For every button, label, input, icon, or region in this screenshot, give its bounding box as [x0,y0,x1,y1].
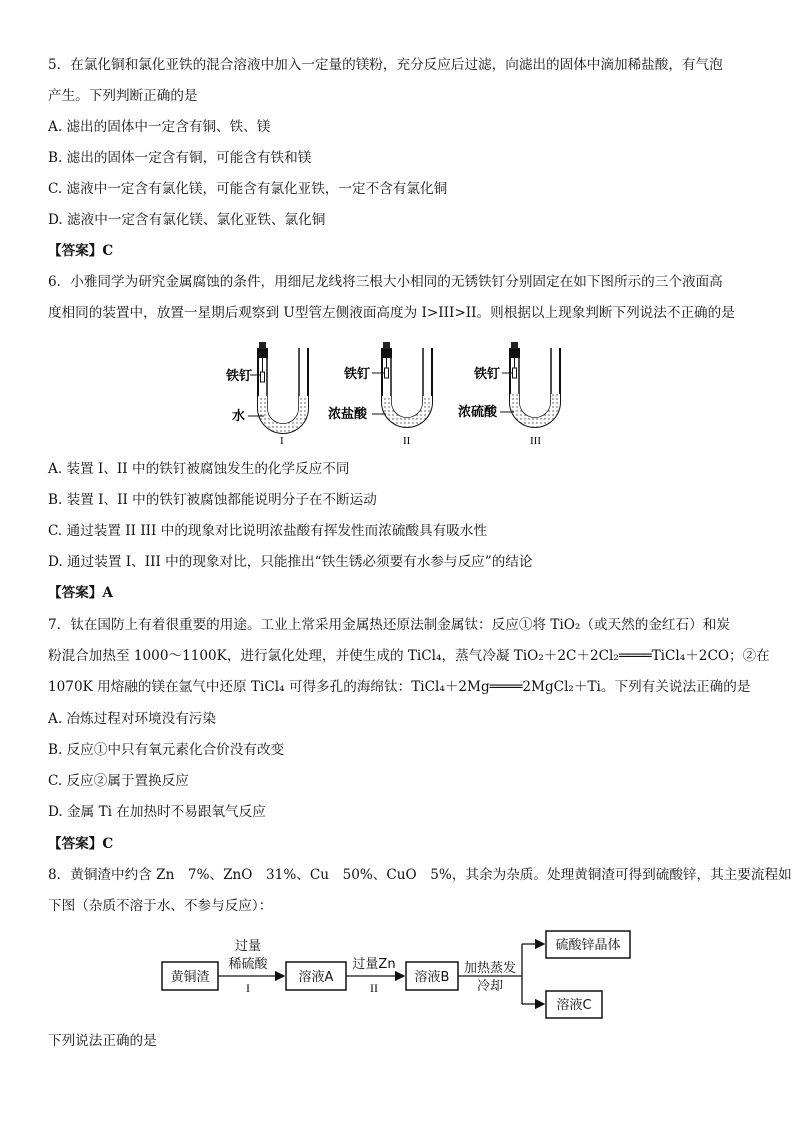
step3-condition-top: 加热蒸发 [463,961,517,976]
q6-stem-line2: 度相同的装置中，放置一星期后观察到 U型管左侧液面高度为 I>III>II。则根据以上现象判断下列说法不正确的是 [48,305,735,321]
step1-reagent-1: 过量 [234,939,262,954]
step3-condition-bottom: 冷却 [476,979,504,994]
q7-option-c: C. 反应②属于置换反应 [48,773,189,789]
q6-answer: 【答案】A [48,585,113,601]
q8-tail: 下列说法正确的是 [48,1033,157,1049]
liquid-label-h2so4: 浓硫酸 [458,405,498,420]
box-zinc-sulfate-crystal-label: 硫酸锌晶体 [555,938,621,953]
q7-stem-line1: 7．钛在国防上有着很重要的用途。工业上常采用金属热还原法制金属钛：反应①将 TiO₂（或天然的金红石）和炭 [48,617,730,633]
liquid-label-water: 水 [232,409,246,424]
q6-option-d: D. 通过装置 I、III 中的现象对比，只能推出“铁生锈必须要有水参与反应”的结论 [48,554,533,570]
q8-stem-line2: 下图（杂质不溶于水、不参与反应）： [48,898,273,914]
q7-stem-line2: 粉混合加热至 1000～1100K，进行氯化处理，并使生成的 TiCl₄，蒸气冷凝 TiO₂＋2C＋2Cl₂════TiCl₄＋2CO；②在 [48,648,770,664]
q7-option-b: B. 反应①中只有氧元素化合价没有改变 [48,742,285,758]
q6-stem-line1: 6．小雅同学为研究金属腐蚀的条件，用细尼龙线将三根大小相同的无锈铁钉分别固定在如下图所示的三个液面高 [48,274,723,290]
q7-option-a: A. 冶炼过程对环境没有污染 [48,711,216,727]
q6-option-a: A. 装置 I、II 中的铁钉被腐蚀发生的化学反应不同 [48,461,350,477]
q5-option-d: D. 滤液中一定含有氯化镁、氯化亚铁、氯化铜 [48,212,326,228]
u-tube-device-3 [500,342,560,427]
step1-reagent-2: 稀硫酸 [228,957,268,972]
q5-option-c: C. 滤液中一定含有氯化镁，可能含有氯化亚铁，一定不含有氯化铜 [48,181,448,197]
q7-stem-line3: 1070K 用熔融的镁在氩气中还原 TiCl₄ 可得多孔的海绵钛：TiCl₄＋2Mg════2MgCl₂＋Ti。下列有关说法正确的是 [48,679,751,695]
q5-stem-line1: 5．在氯化铜和氯化亚铁的混合溶液中加入一定量的镁粉，充分反应后过滤，向滤出的固体中滴加稀盐酸，有气泡 [48,57,723,73]
q5-answer: 【答案】C [48,243,114,259]
q5-option-b: B. 滤出的固体一定含有铜，可能含有铁和镁 [48,150,312,166]
box-solution-b-label: 溶液B [414,970,450,985]
q7-option-d: D. 金属 Ti 在加热时不易跟氧气反应 [48,804,266,820]
step2-reagent: 过量Zn [352,957,396,972]
u-tube-figure [220,338,580,450]
box-brass-slag-label: 黄铜渣 [170,970,210,985]
q7-answer: 【答案】C [48,836,114,852]
u-tube-device-1 [248,342,308,433]
nail-label-1: 铁钉 [226,369,253,384]
liquid-label-hcl: 浓盐酸 [328,407,368,422]
box-solution-c-label: 溶液C [556,998,592,1013]
q8-stem-line1: 8．黄铜渣中约含 Zn 7%、ZnO 31%、Cu 50%、CuO 5%，其余为杂质。处理黄铜渣可得到硫酸锌，其主要流程如 [48,867,792,883]
device-numeral-2: II [403,435,411,447]
q5-stem-line2: 产生。下列判断正确的是 [48,88,198,104]
box-solution-a-label: 溶液A [298,970,334,985]
q6-option-b: B. 装置 I、II 中的铁钉被腐蚀都能说明分子在不断运动 [48,492,377,508]
q5-option-a: A. 滤出的固体中一定含有铜、铁、镁 [48,119,271,135]
process-flow-diagram [150,928,640,1024]
step2-numeral: II [370,981,378,995]
q6-option-c: C. 通过装置 II III 中的现象对比说明浓盐酸有挥发性而浓硫酸具有吸水性 [48,523,487,539]
step1-numeral: I [246,981,250,995]
device-numeral-3: III [530,435,541,447]
device-numeral-1: I [280,435,284,447]
nail-label-3: 铁钉 [474,367,501,382]
u-tube-device-2 [372,342,432,427]
nail-label-2: 铁钉 [344,367,371,382]
